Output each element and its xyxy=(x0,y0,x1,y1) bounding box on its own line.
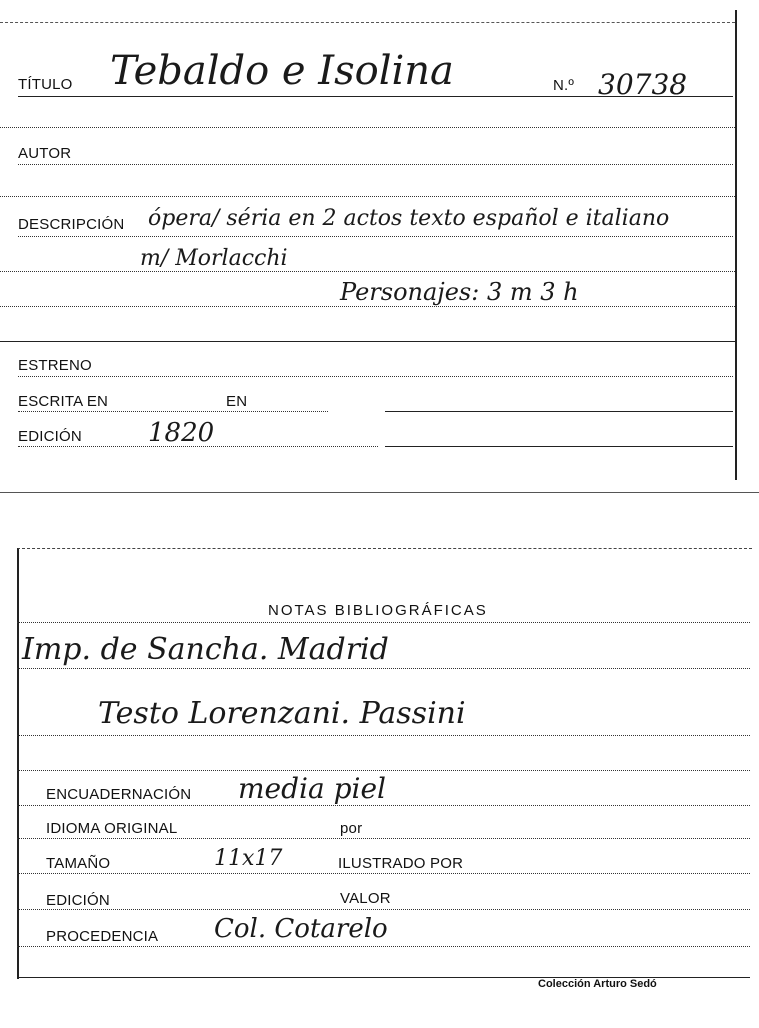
nota-line2: Testo Lorenzani. Passini xyxy=(98,696,466,731)
rule-edicion-back xyxy=(17,909,750,910)
en-label: EN xyxy=(226,393,248,410)
autor-label: AUTOR xyxy=(18,145,72,162)
nota-line1: Imp. de Sancha. Madrid xyxy=(22,632,389,667)
numero-value: 30738 xyxy=(598,68,688,101)
por-label: por xyxy=(340,820,363,837)
rule-tamano xyxy=(17,873,750,874)
titulo-label: TÍTULO xyxy=(18,76,73,93)
rule-titulo xyxy=(18,96,733,97)
rule-estreno xyxy=(18,376,733,377)
rule-b3 xyxy=(17,770,750,771)
rule-encuadernacion xyxy=(17,805,750,806)
encuadernacion-value: media piel xyxy=(238,772,386,805)
rule-3 xyxy=(0,271,735,272)
ilustrado-por-label: ILUSTRADO POR xyxy=(338,855,464,872)
rule-edicion xyxy=(18,446,378,447)
rule-idioma xyxy=(17,838,750,839)
descripcion-value-line2: m/ Morlacchi xyxy=(140,246,288,271)
rule-4 xyxy=(0,306,735,307)
card-separator xyxy=(0,492,759,493)
titulo-value: Tebaldo e Isolina xyxy=(110,48,454,94)
estreno-label: ESTRENO xyxy=(18,357,92,374)
rule-procedencia xyxy=(17,946,750,947)
numero-label: N.º xyxy=(553,77,575,94)
edicion-label: EDICIÓN xyxy=(18,428,82,445)
procedencia-label: PROCEDENCIA xyxy=(46,928,159,945)
rule-5 xyxy=(0,341,735,342)
descripcion-value-line1: ópera/ séria en 2 actos texto español e italiano xyxy=(148,206,670,231)
descripcion-label: DESCRIPCIÓN xyxy=(18,216,125,233)
rule-edicion-right xyxy=(385,446,733,447)
escrita-en-label: ESCRITA EN xyxy=(18,393,109,410)
rule-b2 xyxy=(17,735,750,736)
valor-label: VALOR xyxy=(340,890,391,907)
edicion-back-label: EDICIÓN xyxy=(46,892,110,909)
rule-autor xyxy=(18,164,733,165)
rule-escrita xyxy=(18,411,328,412)
procedencia-value: Col. Cotarelo xyxy=(214,914,388,944)
rule-escrita-right xyxy=(385,411,733,412)
rule-b1 xyxy=(17,668,750,669)
tamano-value: 11x17 xyxy=(214,846,283,871)
rule-1 xyxy=(0,127,735,128)
rule-descripcion xyxy=(18,236,733,237)
personajes-value: Personajes: 3 m 3 h xyxy=(340,278,579,306)
rule-top xyxy=(0,22,735,23)
coleccion-footer: Colección Arturo Sedó xyxy=(538,978,657,990)
tamano-label: TAMAÑO xyxy=(46,855,111,872)
encuadernacion-label: ENCUADERNACIÓN xyxy=(46,786,192,803)
notas-heading: NOTAS BIBLIOGRÁFICAS xyxy=(268,602,488,619)
idioma-original-label: IDIOMA ORIGINAL xyxy=(46,820,178,837)
edicion-value: 1820 xyxy=(148,418,215,448)
rule-2 xyxy=(0,196,735,197)
rule-b0 xyxy=(17,622,750,623)
